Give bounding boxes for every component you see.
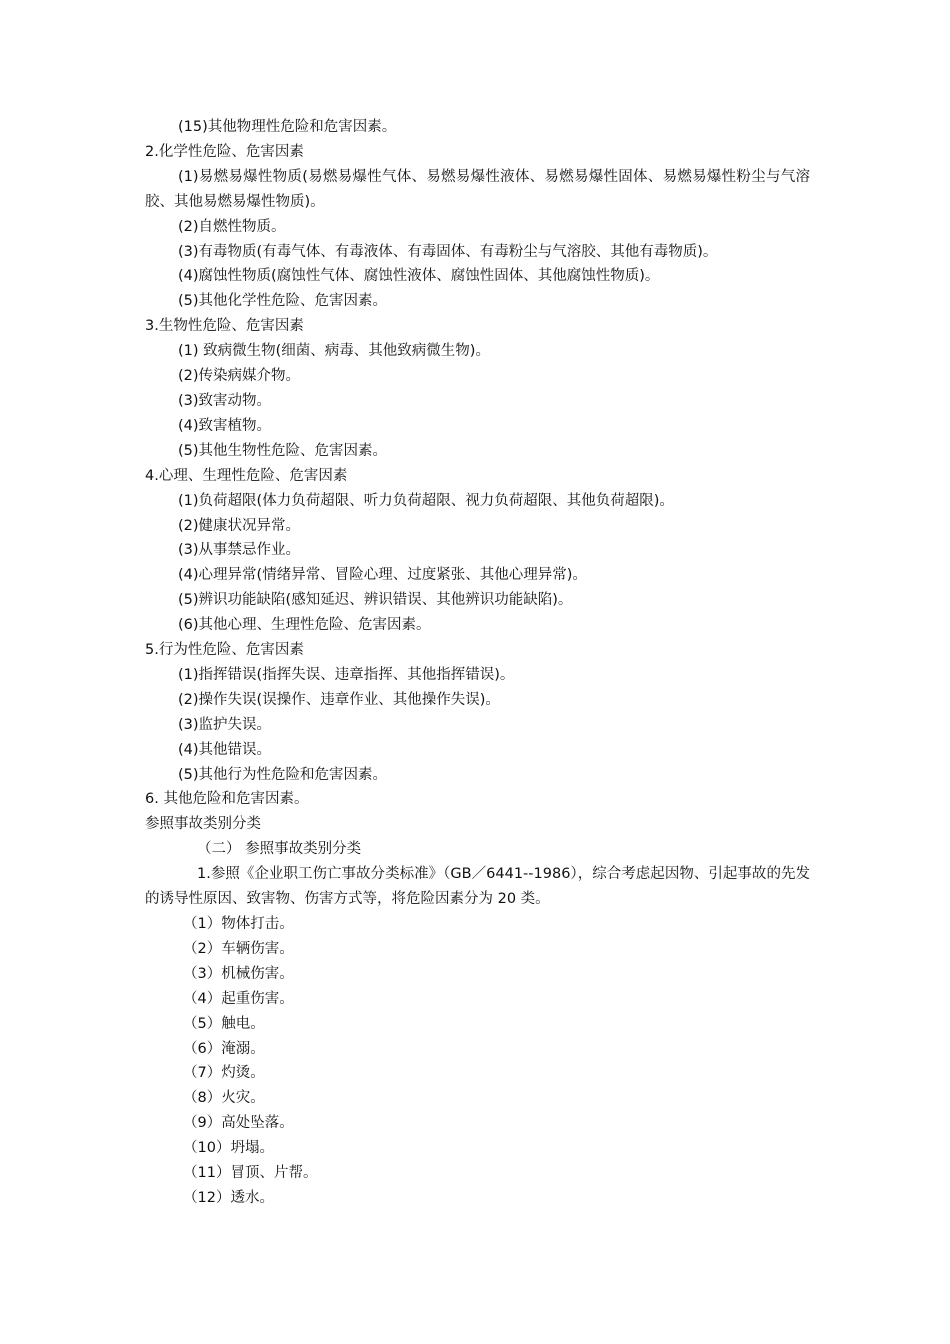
list-item: (3)监护失误。 <box>178 716 272 733</box>
section-heading: 5.行为性危险、危害因素 <box>145 642 304 659</box>
list-item: (1)负荷超限(体力负荷超限、听力负荷超限、视力负荷超限、其他负荷超限)。 <box>178 492 674 509</box>
list-item: (2)自燃性物质。 <box>178 218 286 235</box>
section-heading: 4.心理、生理性危险、危害因素 <box>145 467 348 484</box>
section-heading: 参照事故类别分类 <box>145 816 261 833</box>
list-item: (5)辨识功能缺陷(感知延迟、辨识错误、其他辨识功能缺陷)。 <box>178 592 573 609</box>
list-item: （4）起重伤害。 <box>183 990 294 1007</box>
list-item: （二） 参照事故类别分类 <box>197 841 362 858</box>
list-item: （10）坍塌。 <box>183 1140 274 1157</box>
list-item: (2)健康状况异常。 <box>178 517 301 534</box>
list-item: （2）车辆伤害。 <box>183 940 294 957</box>
list-item: （9）高处坠落。 <box>183 1115 294 1132</box>
list-item: （11）冒顶、片帮。 <box>183 1165 318 1182</box>
list-item: (1)指挥错误(指挥失误、违章指挥、其他指挥错误)。 <box>178 666 515 683</box>
list-item: (3)从事禁忌作业。 <box>178 542 301 559</box>
list-item: 1.参照《企业职工伤亡事故分类标准》（GB／6441--1986），综合考虑起因物、引起事故的先发的诱导性原因、致害物、伤害方式等，将危险因素分为 20 类。 <box>145 866 810 908</box>
section-heading: 3.生物性危险、危害因素 <box>145 318 304 335</box>
list-item: （7）灼烫。 <box>183 1065 265 1082</box>
list-item: (4)其他错误。 <box>178 741 272 758</box>
list-item: (1)易燃易爆性物质(易燃易爆性气体、易燃易爆性液体、易燃易爆性固体、易燃易爆性粉尘与气溶胶、其他易燃易爆性物质)。 <box>145 168 810 210</box>
list-item: (3)致害动物。 <box>178 392 272 409</box>
list-item: （1）物体打击。 <box>183 916 294 932</box>
list-item: (2)操作失误(误操作、违章作业、其他操作失误)。 <box>178 691 500 708</box>
list-item: (5)其他生物性危险、危害因素。 <box>178 442 388 459</box>
list-item: (5)其他化学性危险、危害因素。 <box>178 293 388 310</box>
list-item: （8）火灾。 <box>183 1090 265 1107</box>
document-body <box>145 115 810 1211</box>
list-item: (5)其他行为性危险和危害因素。 <box>178 766 388 783</box>
list-item: (1) 致病微生物(细菌、病毒、其他致病微生物)。 <box>178 343 490 360</box>
list-item: (6)其他心理、生理性危险、危害因素。 <box>178 617 431 634</box>
list-item: （6）淹溺。 <box>183 1040 265 1057</box>
list-item: （3）机械伤害。 <box>183 965 294 982</box>
section-heading: 2.化学性危险、危害因素 <box>145 143 304 160</box>
list-item: （12）透水。 <box>183 1189 274 1206</box>
list-item: (4)心理异常(情绪异常、冒险心理、过度紧张、其他心理异常)。 <box>178 567 587 584</box>
list-item: （5）触电。 <box>183 1015 265 1032</box>
list-item: (15)其他物理性危险和危害因素。 <box>178 119 397 135</box>
section-heading: 6. 其他危险和危害因素。 <box>145 791 309 808</box>
list-item: (3)有毒物质(有毒气体、有毒液体、有毒固体、有毒粉尘与气溶胶、其他有毒物质)。 <box>178 243 718 260</box>
list-item: (4)腐蚀性物质(腐蚀性气体、腐蚀性液体、腐蚀性固体、其他腐蚀性物质)。 <box>178 268 660 285</box>
list-item: (2)传染病媒介物。 <box>178 368 301 385</box>
list-item: (4)致害植物。 <box>178 417 272 434</box>
